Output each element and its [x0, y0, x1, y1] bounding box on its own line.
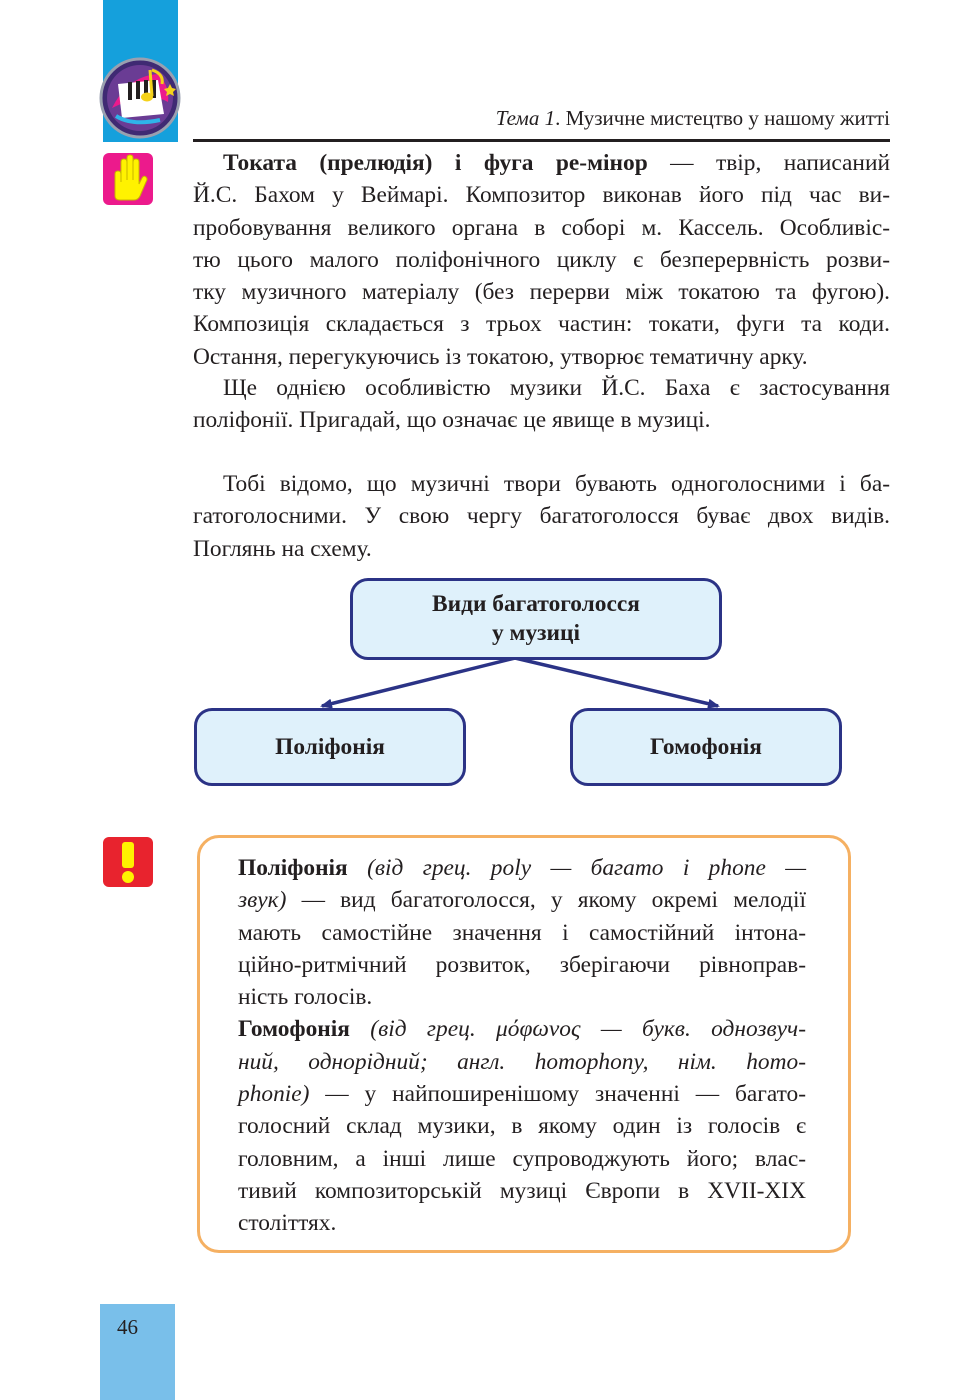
header-rule: [193, 139, 890, 142]
definition-line: [238, 1078, 806, 1110]
diagram-root-node: [350, 578, 722, 660]
paragraph-line: Й.С. Бахом у Веймарі. Композитор виконав його під час ви-: [193, 182, 890, 209]
page-number: 46: [117, 1315, 138, 1339]
topic-title: . Музичне мистецтво у нашому житті: [555, 106, 890, 130]
diagram-node-polyphony: Поліфонія: [194, 708, 466, 786]
paragraph-line: поліфонії. Пригадай, що означає це явище в музиці.: [193, 407, 711, 434]
paragraph-polyphony-intro: [193, 372, 890, 437]
exclamation-icon: [102, 836, 154, 888]
paragraph-line: Тобі відомо, що музичні твори бувають одноголосними і ба-: [223, 471, 890, 497]
definition-line: голосний склад музики, в якому один із голосів є: [238, 1113, 806, 1140]
text-run: — вид багатоголосся, у якому окремі мелодії: [286, 887, 806, 914]
definition-line: [238, 884, 806, 916]
root-label-line: у музиці: [491, 620, 580, 646]
term-homophony: Гомофонія: [238, 1016, 350, 1043]
definition-line: століттях.: [238, 1210, 337, 1237]
root-label-line: Види багатоголосся: [432, 591, 640, 617]
definition-line: тивий композиторській музиці Європи в XVII-XIX: [238, 1177, 806, 1204]
polyphony-types-diagram: [190, 574, 850, 794]
paragraph-line: Остання, перегукуючись із токатою, утворює тематичну арку.: [193, 343, 808, 370]
topic-label: Тема 1: [495, 106, 556, 130]
paragraph-line: Поглянь на схему.: [193, 535, 372, 562]
diagram-node-homophony: Гомофонія: [570, 708, 842, 786]
paragraph-line: гатоголосними. У свою чергу багатоголосся буває двох видів.: [193, 503, 890, 530]
paragraph-toccata: [193, 147, 890, 373]
running-header: [496, 106, 890, 131]
etymology-polyphony: (від грец. poly — багато і phone —: [347, 855, 806, 881]
paragraph-line: Композиція складається з трьох частин: токати, фуги та коди.: [193, 311, 890, 338]
music-emblem-icon: [98, 56, 182, 140]
definition-line: [238, 1013, 806, 1045]
text-run: — твір, написаний: [647, 150, 890, 176]
text-run: — у найпоширенішому значенні — багато-: [309, 1081, 806, 1108]
paragraph-line: пробовування великого органа в соборі м. Кассель. Особливіс-: [193, 214, 890, 241]
term-polyphony: Поліфонія: [238, 855, 348, 881]
etymology-homophony-cont: phonie): [238, 1081, 310, 1108]
arrow-to-polyphony: [322, 658, 515, 706]
paragraph-line: Ще однією особливістю музики Й.С. Баха є застосування: [223, 375, 890, 401]
definition-line: ність голосів.: [238, 984, 373, 1011]
etymology-polyphony-cont: звук): [238, 887, 287, 914]
paragraph-line: тю цього малого поліфонічного циклу є безперервність розви-: [193, 246, 890, 273]
definitions-text: [238, 852, 806, 1240]
arrow-to-homophony: [515, 658, 718, 706]
hand-icon: [102, 152, 154, 206]
paragraph-multivoice: [193, 468, 890, 565]
paragraph-line: тку музичного матеріалу (без перерви між токатою та фугою).: [193, 279, 890, 306]
etymology-homophony: (від грец. μόφωνος — букв. однозвуч-: [349, 1016, 806, 1043]
definition-line: [238, 852, 806, 884]
definition-line: ний, однорідний; англ. homophony, нім. homo-: [238, 1048, 806, 1075]
paragraph-line: [193, 147, 890, 179]
definition-line: мають самостійне значення і самостійний інтона-: [238, 919, 806, 946]
definition-line: головним, а інші лише супроводжують його; влас-: [238, 1145, 806, 1172]
definition-line: ційно-ритмічний розвиток, зберігаючи рівноправ-: [238, 951, 806, 978]
toccata-title: Токата (прелюдія) і фуга ре-мінор: [223, 150, 648, 176]
